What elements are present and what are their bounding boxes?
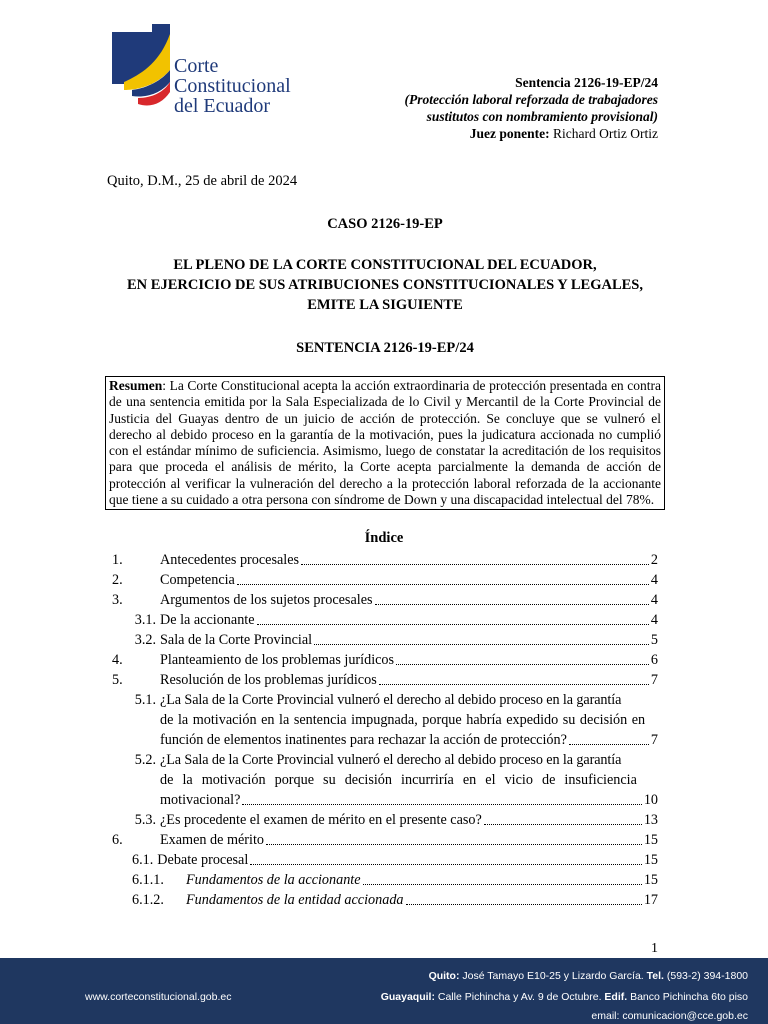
toc-page: 5 xyxy=(650,632,658,648)
toc-title-line: de la motivación porque su decisión incurriría en el vicio de insuficiencia xyxy=(160,772,637,788)
table-of-contents xyxy=(112,550,658,910)
toc-item[interactable] xyxy=(112,690,658,750)
toc-number: 3.1. xyxy=(134,612,156,628)
toc-number: 4. xyxy=(112,652,123,668)
toc-title: Competencia xyxy=(160,572,235,588)
toc-item[interactable] xyxy=(112,630,658,650)
toc-number: 3. xyxy=(112,592,123,608)
index-title: Índice xyxy=(364,530,404,546)
toc-title: Antecedentes procesales xyxy=(160,552,300,568)
logo-line-3: del Ecuador xyxy=(174,95,271,117)
court-emblem-icon xyxy=(112,24,182,114)
toc-item[interactable] xyxy=(112,590,658,610)
logo-line-2: Constitucional xyxy=(174,75,291,97)
toc-title: Resolución de los problemas jurídicos xyxy=(160,672,377,688)
summary-label: Resumen xyxy=(109,378,163,393)
footer-guayaquil: Guayaquil: Calle Pichincha y Av. 9 de Octubre. Edif. Banco Pichincha 6to piso xyxy=(380,991,748,1003)
summary-text: : La Corte Constitucional acepta la acción extraordinaria de protección presentada en contra de una sentencia emitida por la Sala Especializada de lo Civil y Mercantil de la Corte Provincial de Justicia del Guayas dentro de un juicio de acción de protección. Se concluye que se vulneró el derecho al debido proceso en la garantía de la motivación, pues la judicatura accionada no cumplió con el estándar mínimo de suficiencia. Asimismo, luego de constatar la acreditación de los requisitos para que proceda el análisis de mérito, la Corte acepta parcialmente la demanda de acción de protección al verificar la vulneración del derecho a la protección laboral reforzada de la accionante que tiene a su cuidado a otra persona con síndrome de Down y una discapacidad intelectual del 78%. xyxy=(109,378,661,508)
toc-number: 5. xyxy=(112,672,123,688)
toc-page: 17 xyxy=(643,892,658,908)
toc-page: 4 xyxy=(650,592,658,608)
toc-page: 7 xyxy=(650,732,658,748)
toc-title: De la accionante xyxy=(160,612,255,628)
court-name xyxy=(174,57,291,117)
toc-title-line: de la motivación en la sentencia impugnada, porque habría expedido su decisión en xyxy=(160,712,646,728)
toc-number: 5.1. xyxy=(134,692,156,708)
toc-title: Debate procesal xyxy=(157,852,249,868)
sentencia-title: SENTENCIA 2126-19-EP/24 xyxy=(296,340,474,356)
toc-number: 6.1.1. xyxy=(132,872,164,888)
page-number: 1 xyxy=(651,941,658,956)
toc-page: 7 xyxy=(650,672,658,688)
case-number: CASO 2126-19-EP xyxy=(327,216,443,232)
footer-email-link[interactable]: email: comunicacion@cce.gob.ec xyxy=(591,1010,748,1022)
toc-page: 4 xyxy=(650,612,658,628)
document-header xyxy=(405,74,658,142)
pleno-line-2: EN EJERCICIO DE SUS ATRIBUCIONES CONSTITUCIONALES Y LEGALES, xyxy=(127,277,643,293)
toc-title: Examen de mérito xyxy=(160,832,265,848)
toc-page: 15 xyxy=(643,872,658,888)
toc-item[interactable] xyxy=(112,750,658,810)
toc-item[interactable] xyxy=(112,670,658,690)
juez-label: Juez ponente: xyxy=(469,126,550,141)
toc-title: Planteamiento de los problemas jurídicos xyxy=(160,652,395,668)
toc-title: Fundamentos de la accionante xyxy=(186,872,361,888)
summary-box xyxy=(105,376,665,510)
toc-title-line: motivacional? xyxy=(160,792,241,808)
toc-number: 6.1.2. xyxy=(132,892,164,908)
pleno-line-3: EMITE LA SIGUIENTE xyxy=(307,297,463,313)
toc-item[interactable] xyxy=(112,550,658,570)
header-subtitle-1: (Protección laboral reforzada de trabajadores xyxy=(404,92,658,107)
header-sentencia: Sentencia 2126-19-EP/24 xyxy=(515,75,658,90)
toc-number: 6. xyxy=(112,832,123,848)
toc-page: 15 xyxy=(643,832,658,848)
pleno-heading xyxy=(100,255,670,315)
footer-website-link[interactable]: www.corteconstitucional.gob.ec xyxy=(85,991,232,1003)
toc-title-line: ¿La Sala de la Corte Provincial vulneró el derecho al debido proceso en la garantía xyxy=(160,692,622,708)
toc-title: ¿Es procedente el examen de mérito en el presente caso? xyxy=(160,812,482,828)
toc-page: 10 xyxy=(643,792,658,808)
toc-title: Argumentos de los sujetos procesales xyxy=(160,592,373,608)
toc-item[interactable] xyxy=(112,570,658,590)
toc-item[interactable] xyxy=(112,610,658,630)
court-logo xyxy=(112,24,322,117)
toc-title-line: función de elementos inatinentes para rechazar la acción de protección? xyxy=(160,732,567,748)
toc-number: 5.3. xyxy=(134,812,156,828)
toc-number: 1. xyxy=(112,552,123,568)
toc-title: Sala de la Corte Provincial xyxy=(160,632,313,648)
toc-title-line: ¿La Sala de la Corte Provincial vulneró el derecho al debido proceso en la garantía xyxy=(160,752,622,768)
toc-title: Fundamentos de la entidad accionada xyxy=(186,892,404,908)
toc-number: 2. xyxy=(112,572,123,588)
pleno-line-1: EL PLENO DE LA CORTE CONSTITUCIONAL DEL ECUADOR, xyxy=(173,257,597,273)
toc-item[interactable] xyxy=(112,850,658,870)
toc-page: 13 xyxy=(643,812,658,828)
toc-page: 6 xyxy=(650,652,658,668)
toc-number: 3.2. xyxy=(134,632,156,648)
document-date: Quito, D.M., 25 de abril de 2024 xyxy=(107,173,298,189)
toc-item[interactable] xyxy=(112,810,658,830)
toc-number: 5.2. xyxy=(134,752,156,768)
toc-item[interactable] xyxy=(112,650,658,670)
toc-number: 6.1. xyxy=(132,852,154,868)
toc-page: 2 xyxy=(650,552,658,568)
logo-line-1: Corte xyxy=(174,55,219,77)
toc-page: 15 xyxy=(643,852,658,868)
toc-item[interactable] xyxy=(112,890,658,910)
header-subtitle-2: sustitutos con nombramiento provisional) xyxy=(426,109,658,124)
toc-item[interactable] xyxy=(112,830,658,850)
page-footer xyxy=(0,958,768,1024)
toc-page: 4 xyxy=(650,572,658,588)
juez-name: Richard Ortiz Ortiz xyxy=(549,126,658,141)
footer-quito: Quito: José Tamayo E10-25 y Lizardo García. Tel. (593-2) 394-1800 xyxy=(428,970,748,982)
toc-item[interactable] xyxy=(112,870,658,890)
